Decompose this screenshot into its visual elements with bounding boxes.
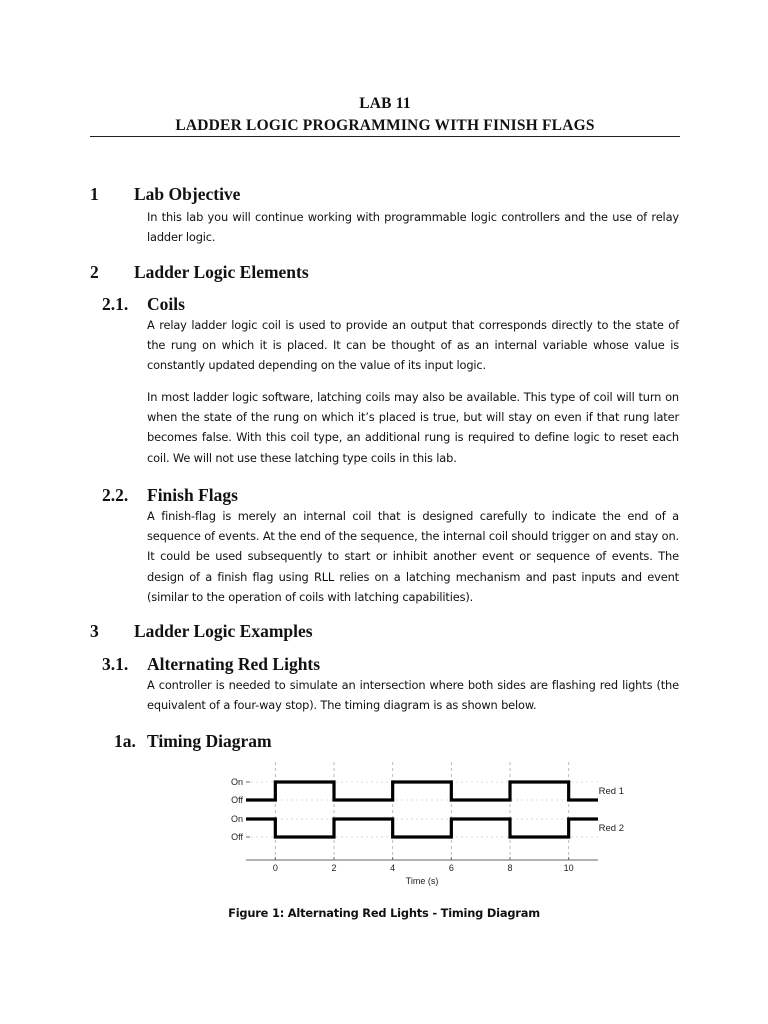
title-divider [90,136,680,137]
timing-diagram-chart [226,760,625,890]
section-number: 1 [90,184,99,204]
red-lights-paragraph: A controller is needed to simulate an intersection where both sides are flashing red lights (the equivalent of a four-way stop). The timing diagram is as shown below. [147,678,679,713]
section-title: Lab Objective [134,184,241,204]
title-block [90,93,680,137]
series-line-red-1 [246,782,598,800]
x-axis-label: Time (s) [405,876,439,886]
subsection-title: Alternating Red Lights [147,654,321,674]
lab-number: LAB 11 [359,95,411,112]
doc-title: LADDER LOGIC PROGRAMMING WITH FINISH FLAGS [175,117,595,134]
series-label: Red 2 [598,823,625,834]
series-label: Red 1 [598,786,625,797]
y-level-label-off: Off [231,832,243,842]
y-level-label-on: On [230,814,243,824]
y-level-label-on: On [230,777,243,787]
x-tick-label: 2 [331,863,337,873]
subsection-number: 3.1. [102,654,129,674]
section-number: 2 [90,262,99,282]
subsection-title: Finish Flags [147,485,238,505]
figure-caption: Figure 1: Alternating Red Lights - Timing Diagram [228,906,540,920]
series-line-red-2 [246,819,598,837]
coils-paragraph-2: In most ladder logic software, latching coils may also be available. This type of coil will turn on when the state of the rung on which it’s placed is true, but will stay on even if that rung later becomes false. With this coil type, an additional rung is required to define logic to reset each coil. We will not use these latching type coils in this lab. [147,390,679,465]
subsection-title: Timing Diagram [147,731,272,751]
finish-flags-paragraph: A finish-flag is merely an internal coil that is designed carefully to indicate the end of a sequence of events. At the end of the sequence, the internal coil should trigger on and stay on. It could be used subsequently to start or inhibit another event or sequence of events. The design of a finish flag using RLL relies on a latching mechanism and past inputs and event (similar to the operation of coils with latching capabilities). [147,509,679,604]
subsection-title: Coils [147,294,185,314]
x-tick-label: 8 [507,863,513,873]
subsection-number: 2.2. [102,485,129,505]
x-tick-label: 6 [448,863,454,873]
section-title: Ladder Logic Examples [134,621,313,641]
x-tick-label: 10 [563,863,574,873]
coils-paragraph-1: A relay ladder logic coil is used to provide an output that corresponds directly to the state of the rung on which it is placed. It can be thought of as an internal variable whose value is constantly updated depending on the value of its input logic. [147,318,679,373]
subsection-number: 2.1. [102,294,129,314]
y-level-label-off: Off [231,795,243,805]
x-tick-label: 4 [390,863,396,873]
section-title: Ladder Logic Elements [134,262,309,282]
section-number: 3 [90,621,99,641]
x-tick-label: 0 [272,863,278,873]
subsection-number: 1a. [114,731,136,751]
objective-paragraph: In this lab you will continue working with programmable logic controllers and the use of relay ladder logic. [147,210,679,245]
